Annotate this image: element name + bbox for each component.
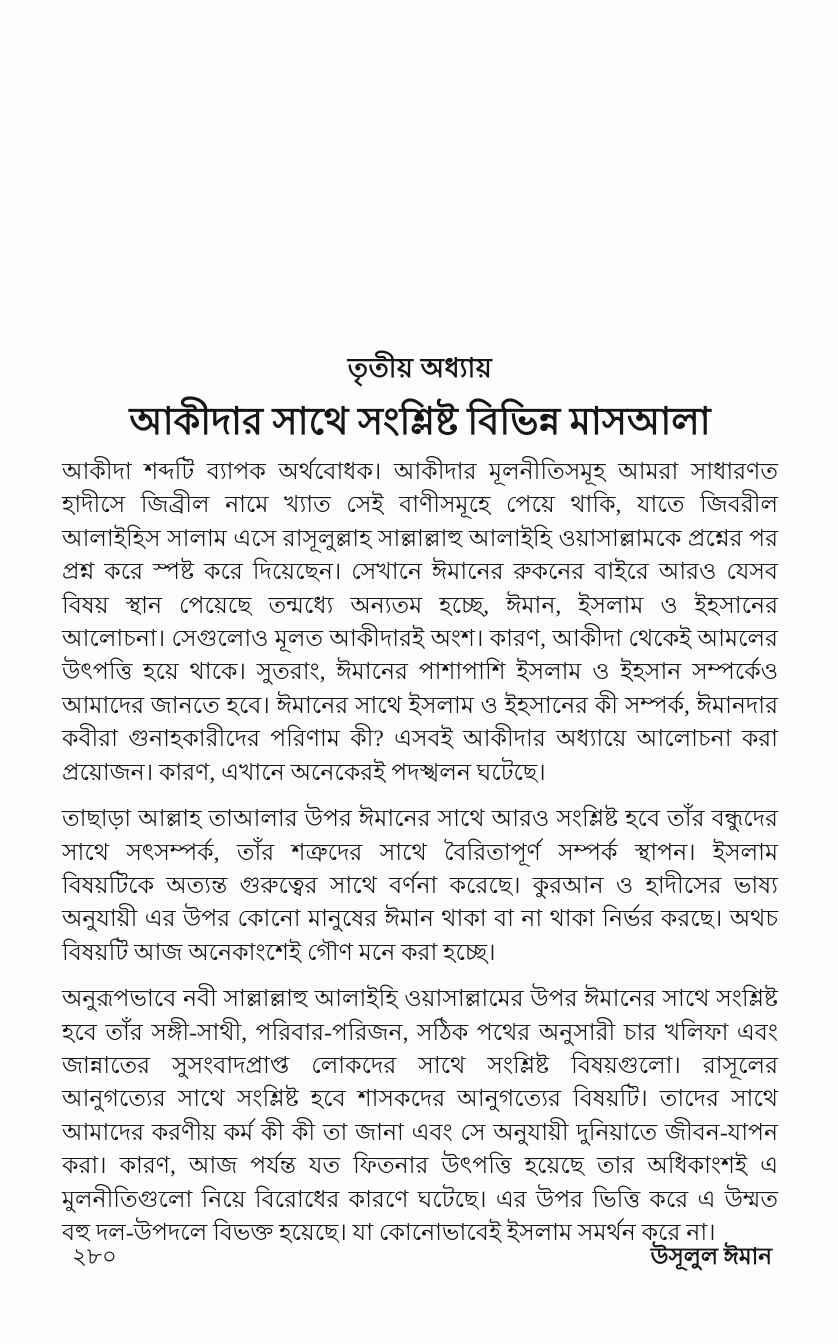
page-footer bbox=[72, 1238, 772, 1277]
body-paragraph: তাছাড়া আল্লাহ তাআলার উপর ঈমানের সাথে আরও সংশ্লিষ্ট হবে তাঁর বন্ধুদের সাথে সৎসম্পর্ক, তাঁর শত্রুদের সাথে বৈরিতাপূর্ণ সম্পর্ক স্থাপন। ইসলাম বিষয়টিকে অত্যন্ত গুরুত্বের সাথে বর্ণনা করেছে। কুরআন ও হাদীসের ভাষ্য অনুযায়ী এর উপর কোনো মানুষের ঈমান থাকা বা না থাকা নির্ভর করছে। অথচ বিষয়টি আজ অনেকাংশেই গৌণ মনে করা হচ্ছে। bbox=[62, 806, 778, 966]
page-title: আকীদার সাথে সংশ্লিষ্ট বিভিন্ন মাসআলা bbox=[129, 401, 711, 444]
body-text bbox=[62, 456, 778, 1250]
page-content bbox=[62, 350, 778, 1250]
chapter-heading: তৃতীয় অধ্যায় bbox=[347, 353, 493, 383]
page-number: ২৮০ bbox=[72, 1244, 117, 1269]
body-paragraph: আকীদা শব্দটি ব্যাপক অর্থবোধক। আকীদার মূলনীতিসমূহ আমরা সাধারণত হাদীসে জিব্রীল নামে খ্যাত সেই বাণীসমূহে পেয়ে থাকি, যাতে জিবরীল আলাইহিস সালাম এসে রাসূলুল্লাহ সাল্লাল্লাহু আলাইহি ওয়াসাল্লামকে প্রশ্নের পর প্রশ্ন করে স্পষ্ট করে দিয়েছেন। সেখানে ঈমানের রুকনের বাইরে আরও যেসব বিষয় স্থান পেয়েছে তন্মধ্যে অন্যতম হচ্ছে, ঈমান, ইসলাম ও ইহসানের আলোচনা। সেগুলোও মূলত আকীদারই অংশ। কারণ, আকীদা থেকেই আমলের উৎপত্তি হয়ে থাকে। সুতরাং, ঈমানের পাশাপাশি ইসলাম ও ইহসান সম্পর্কেও আমাদের জানতে হবে। ঈমানের সাথে ইসলাম ও ইহসানের কী সম্পর্ক, ঈমানদার কবীরা গুনাহকারীদের পরিণাম কী? এসবই আকীদার অধ্যায়ে আলোচনা করা প্রয়োজন। কারণ, এখানে অনেকেরই পদস্খলন ঘটেছে। bbox=[62, 459, 778, 786]
running-title: উসূলুল ঈমান bbox=[650, 1244, 772, 1269]
body-paragraph: অনুরূপভাবে নবী সাল্লাল্লাহু আলাইহি ওয়াসাল্লামের উপর ঈমানের সাথে সংশ্লিষ্ট হবে তাঁর সঙ্গী-সাথী, পরিবার-পরিজন, সঠিক পথের অনুসারী চার খলিফা এবং জান্নাতের সুসংবাদপ্রাপ্ত লোকদের সাথে সংশ্লিষ্ট বিষয়গুলো। রাসূলের আনুগত্যের সাথে সংশ্লিষ্ট হবে শাসকদের আনুগত্যের বিষয়টি। তাদের সাথে আমাদের করণীয় কর্ম কী কী তা জানা এবং সে অনুযায়ী দুনিয়াতে জীবন-যাপন করা। কারণ, আজ পর্যন্ত যত ফিতনার উৎপত্তি হয়েছে তার অধিকাংশই এ মুলনীতিগুলো নিয়ে বিরোধের কারণে ঘটেছে। এর উপর ভিত্তি করে এ উম্মত বহু দল-উপদলে বিভক্ত হয়েছে। যা কোনোভাবেই ইসলাম সমর্থন করে না। bbox=[62, 986, 778, 1246]
